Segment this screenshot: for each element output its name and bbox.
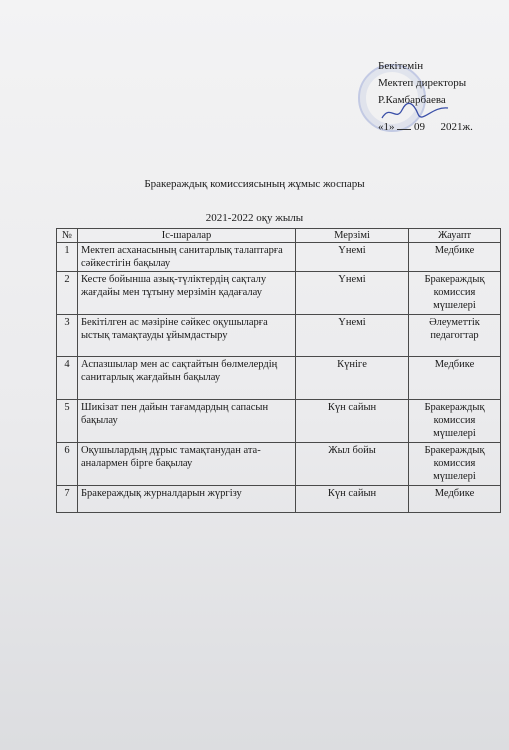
row-responsible: Бракераждық комиссия мүшелері xyxy=(409,272,501,315)
header-activities: Іс-шаралар xyxy=(78,229,296,243)
approval-date-month: 09 xyxy=(414,121,425,133)
approval-date-year: 2021ж. xyxy=(440,121,473,133)
approval-date xyxy=(378,119,503,136)
row-responsible: Бракераждық комиссия мүшелері xyxy=(409,443,501,486)
row-number: 1 xyxy=(57,243,78,272)
header-responsible: Жауапт xyxy=(409,229,501,243)
table-header-row xyxy=(57,229,501,243)
row-activity: Оқушылардың дұрыс тамақтанудан ата-аналармен бірге бақылау xyxy=(78,443,296,486)
row-responsible: Медбике xyxy=(409,486,501,513)
approval-name: Р.Камбарбаева xyxy=(378,94,446,106)
approval-block xyxy=(378,58,503,136)
row-number: 3 xyxy=(57,315,78,357)
row-activity: Мектеп асханасының санитарлық талаптарға сәйкестігін бақылау xyxy=(78,243,296,272)
table-row xyxy=(57,400,501,443)
row-number: 4 xyxy=(57,357,78,400)
row-term: Үнемі xyxy=(296,272,409,315)
table-row xyxy=(57,272,501,315)
row-term: Жыл бойы xyxy=(296,443,409,486)
table-row xyxy=(57,443,501,486)
row-activity: Шикізат пен дайын тағамдардың сапасын бақылау xyxy=(78,400,296,443)
approval-position: Мектеп директоры xyxy=(378,77,467,89)
table-row xyxy=(57,243,501,272)
row-term: Күн сайын xyxy=(296,400,409,443)
table-row xyxy=(57,486,501,513)
row-term: Үнемі xyxy=(296,243,409,272)
row-activity: Кесте бойынша азық-түліктердің сақталу жағдайы мен тұтыну мерзімін қадағалау xyxy=(78,272,296,315)
academic-year: 2021-2022 оқу жылы xyxy=(205,212,304,224)
row-activity: Бекітілген ас мәзіріне сәйкес оқушыларға ыстық тамақтауды ұйымдастыру xyxy=(78,315,296,357)
row-term: Күн сайын xyxy=(296,486,409,513)
row-number: 5 xyxy=(57,400,78,443)
row-term: Үнемі xyxy=(296,315,409,357)
row-activity: Бракераждық журналдарын жүргізу xyxy=(78,486,296,513)
row-responsible: Медбике xyxy=(409,357,501,400)
approval-heading: Бекітемін xyxy=(378,60,424,72)
row-term: Күнігe xyxy=(296,357,409,400)
row-responsible: Әлеуметтік педагогтар xyxy=(409,315,501,357)
document-title: Бракераждық комиссиясының жұмыс жоспары xyxy=(144,178,365,190)
header-number: № xyxy=(57,229,78,243)
row-responsible: Медбике xyxy=(409,243,501,272)
row-number: 2 xyxy=(57,272,78,315)
header-term: Мерзімі xyxy=(296,229,409,243)
row-responsible: Бракераждық комиссия мүшелері xyxy=(409,400,501,443)
approval-date-day: «1» xyxy=(378,121,395,133)
plan-table xyxy=(56,228,501,513)
table-row xyxy=(57,357,501,400)
row-number: 6 xyxy=(57,443,78,486)
row-activity: Аспазшылар мен ас сақтайтын бөлмелердің санитарлық жағдайын бақылау xyxy=(78,357,296,400)
row-number: 7 xyxy=(57,486,78,513)
table-row xyxy=(57,315,501,357)
